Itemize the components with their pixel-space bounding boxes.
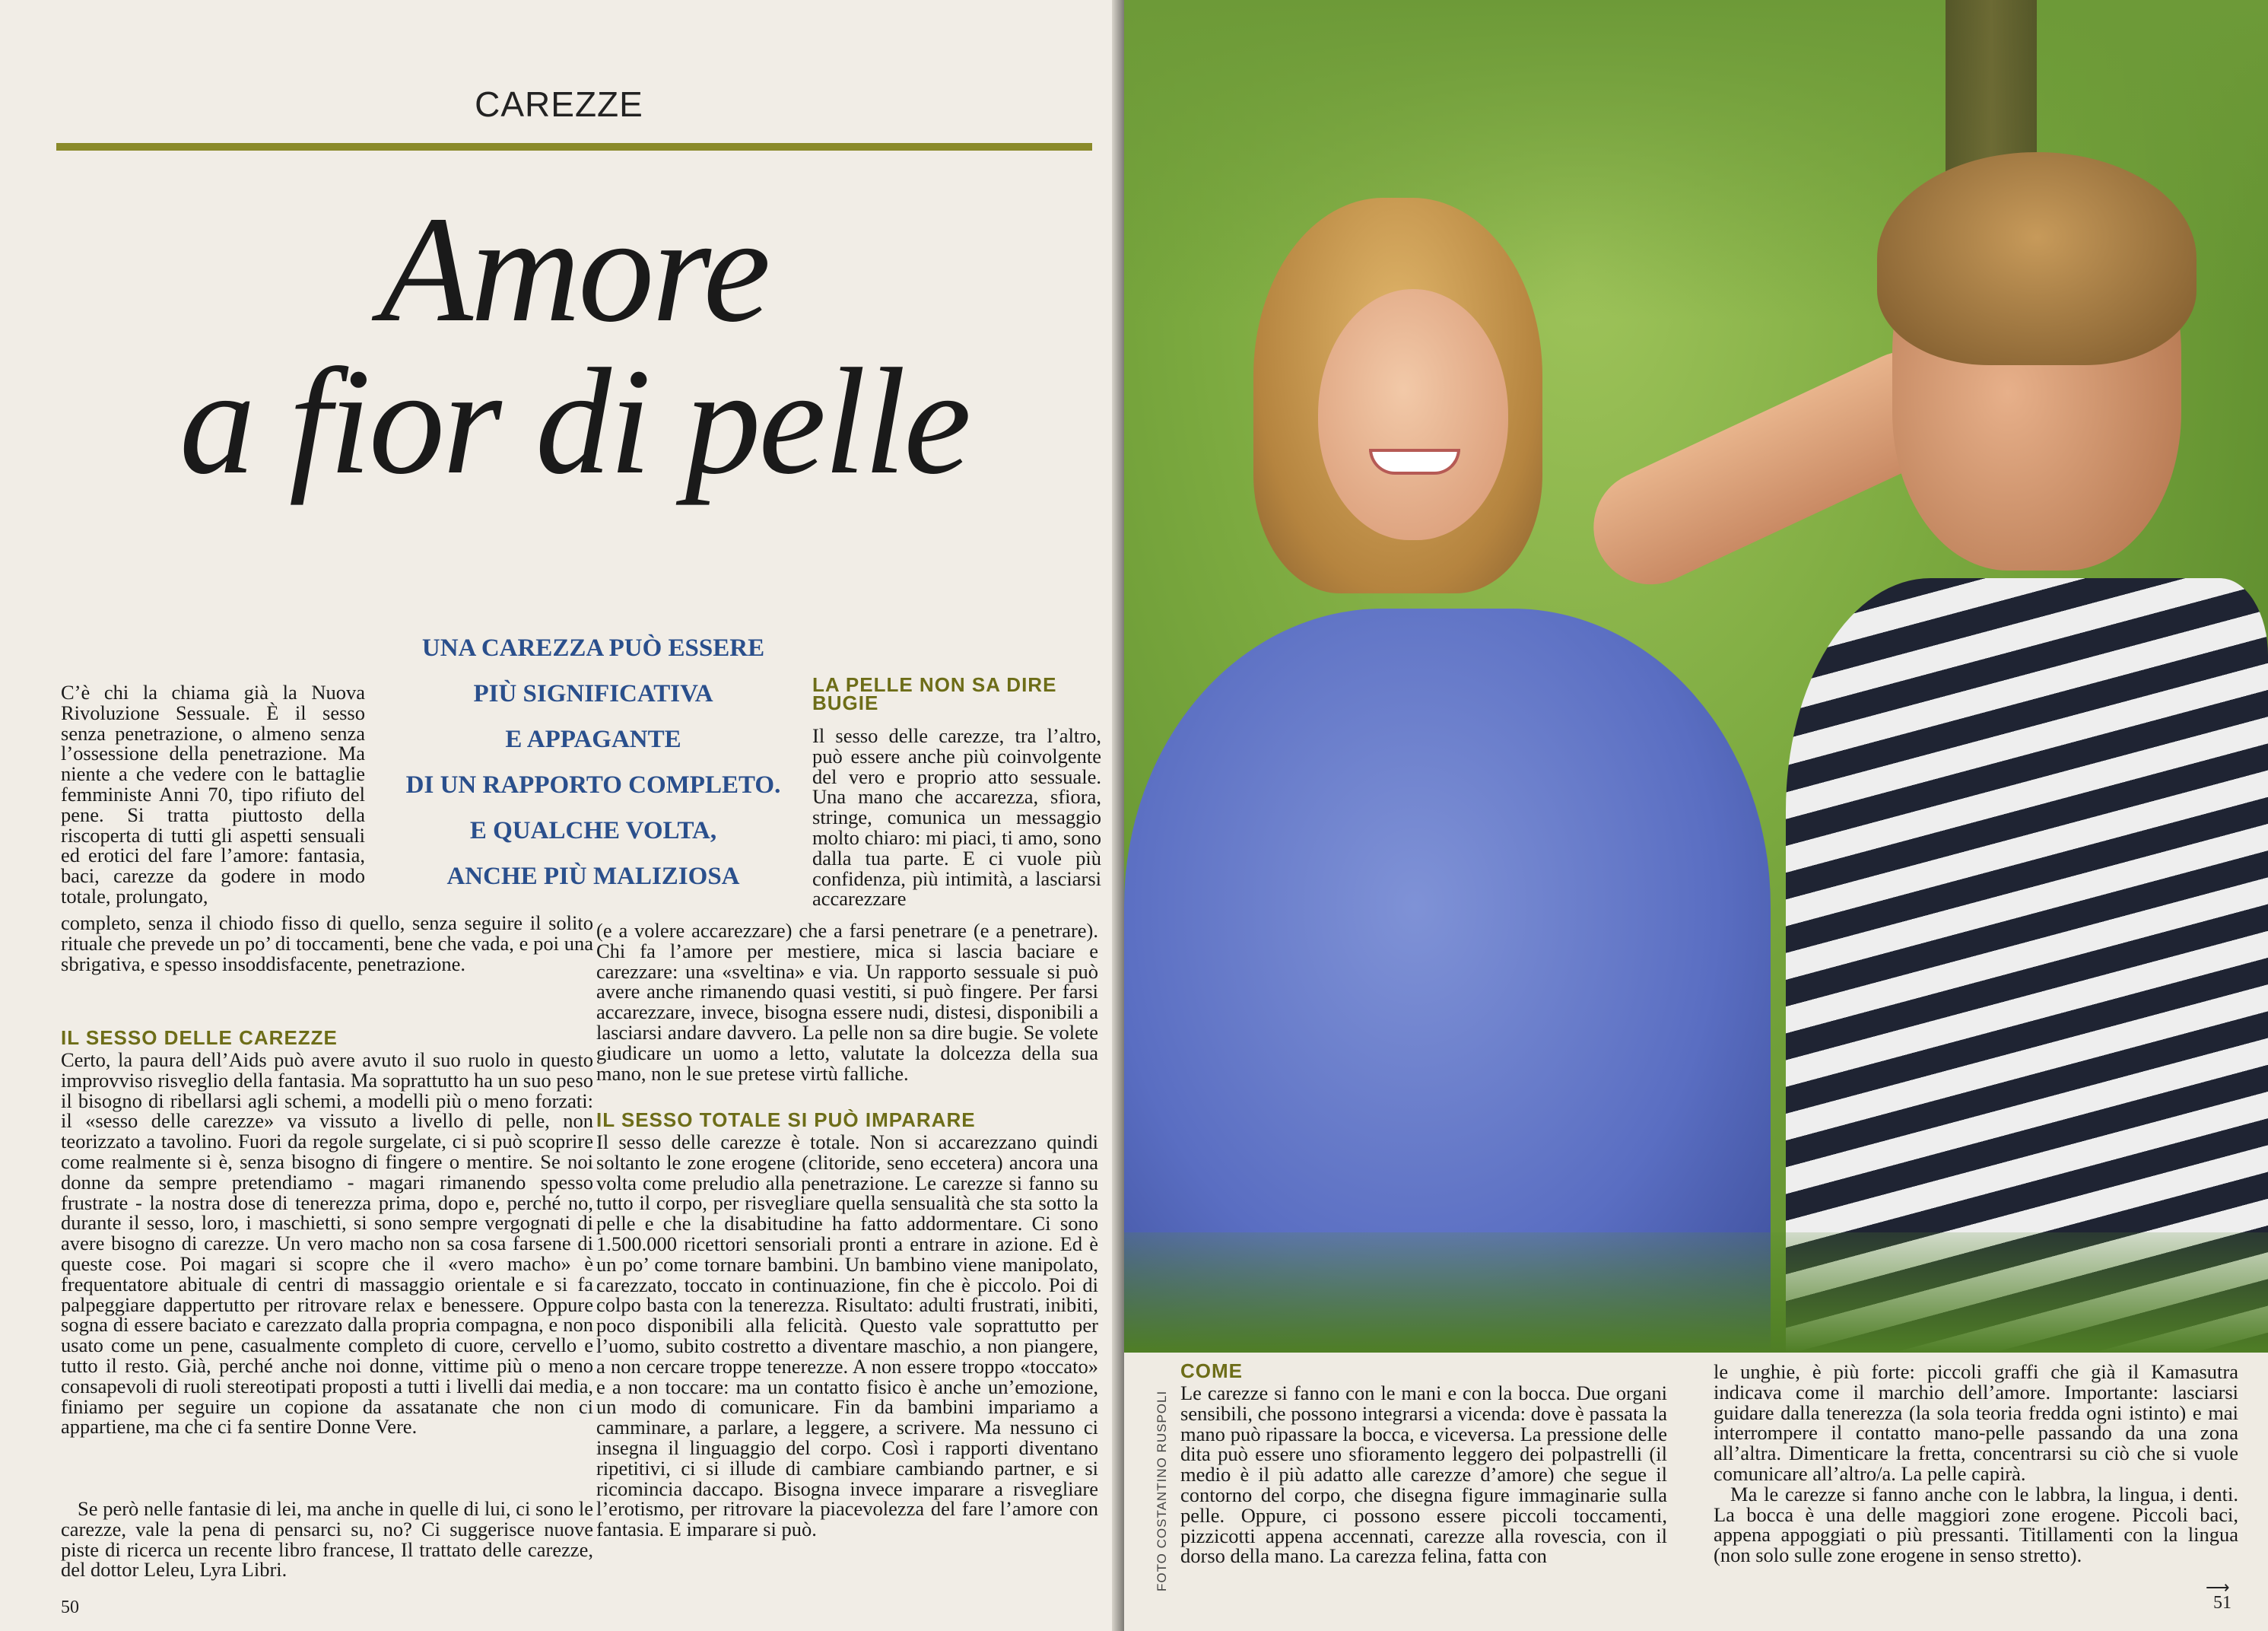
subhead-il-sesso-totale: IL SESSO TOTALE SI PUÒ IMPARARE: [596, 1108, 976, 1131]
photo-woman-face: [1318, 289, 1508, 540]
photo-credit: FOTO COSTANTINO RUSPOLI: [1155, 1390, 1169, 1592]
come-text-right-column: [1714, 1362, 2238, 1566]
page-number-right: 51: [2213, 1593, 2231, 1613]
pull-quote-line: PIÙ SIGNIFICATIVA: [473, 680, 713, 707]
left-page: [0, 0, 1124, 1631]
pull-quote-line: ANCHE PIÙ MALIZIOSA: [446, 863, 740, 890]
pelle-bugie-text-continued: (e a volere accarezzare) che a farsi penetrare (e a penetrare). Chi fa l’amore per mestiere, mica si lascia baciare e carezzare: una «sveltina» e via. Un rapporto sessuale si può avere anche rimanendo quasi vestiti, si può fingere. Per farsi accarezzare, invece, bisogna essere nudi, distesi, disponibili a lasciarsi andare davvero. La pelle non sa dire bugie. Se volete giudicare un uomo a letto, valutate la dolcezza della sua mano, non le sue pretese virtù falliche.: [596, 919, 1098, 1085]
photo-man-hair: [1877, 152, 2197, 365]
pelle-bugie-text: Il sesso delle carezze, tra l’altro, può essere anche più coinvolgente del vero e proprio atto sessuale. Una mano che accarezza, sfiora, stringe, comunica un messaggio molto chiaro: mi piaci, ti amo, sono dalla tua parte. E ci vuole più confidenza, più intimità, a lasciarsi accarezzare: [812, 724, 1101, 911]
pull-quote: [373, 625, 814, 899]
come-text-right-paragraph-2: Ma le carezze si fanno anche con le labbra, la lingua, i denti. La bocca è una delle maggiori zone erogene. Piccoli baci, appena appoggiati o più pressanti. Titillamenti con la lingua (non solo sulle zone erogene in senso stretto).: [1714, 1482, 2238, 1567]
photo-woman-smile: [1369, 449, 1460, 475]
pull-quote-line: E APPAGANTE: [505, 726, 681, 753]
come-text-right-paragraph: le unghie, è più forte: piccoli graffi che già il Kamasutra indicava come il marchio dell’amore. Importante: lasciarsi guidare dalla tenerezza (la sola teoria fredda ogni istinto) e mai interrompere il contatto mano-pelle passando da una zona all’altra. Dimenticare la fretta, concentrarsi su ciò che si vuole comunicare all’altro/a. La pelle capirà.: [1714, 1360, 2238, 1485]
sesso-totale-text: Il sesso delle carezze è totale. Non si accarezzano quindi soltanto le zone erogene (clitoride, seno eccetera) ancora una volta come preludio alla penetrazione. Le carezze si fanno su tutto il corpo, per risvegliare quella sensualità che sta sotto la pelle e che la disabitudine ha fatto addormentare. Ci sono 1.500.000 ricettori sensoriali pronti a entrare in azione. Ed è un po’ come tornare bambini. Un bambino viene manipolato, carezzato, toccato in continuazione, fin che è piccolo. Poi di colpo basta con la tenerezza. Risultato: adulti frustrati, inibiti, poco disponibili alla felicità. Questo vale soprattutto per l’uomo, subito costretto a diventare maschio, a non piangere, a non cercare troppe tenerezze. A non essere troppo «toccato» e a non toccare: ma un contatto fisico è anche un’emozione, un modo di comunicare. Fin da bambini impariamo a camminare, a parlare, a leggere, a scrivere. Ma nessuno ci insegna il linguaggio del corpo. Così i rapporti diventano ripetitivi, ci si illude di cambiare cambiando partner, e si ricomincia daccapo. Bisogna invece imparare a risvegliare l’erotismo, per ritrovare la piacevolezza del fare l’amore con fantasia. E imparare si può.: [596, 1130, 1098, 1541]
headline-line-1: Amore: [380, 186, 769, 354]
intro-paragraph-tail: completo, senza il chiodo fisso di quello, senza seguire il solito rituale che prevede un po’ di toccamenti, bene che vada, e poi una sbrigativa, e spesso insoddisfacente, penetrazione.: [61, 911, 593, 975]
subhead-come: COME: [1180, 1359, 1243, 1382]
pull-quote-line: UNA CAREZZA PUÒ ESSERE: [421, 634, 765, 662]
sesso-delle-carezze-text: Certo, la paura dell’Aids può avere avuto il suo ruolo in questo improvviso risveglio della fantasia. Ma soprattutto ha un suo peso il bisogno di ribellarsi agli schemi, a modelli più o meno forzati: il «sesso delle carezze» va vissuto a livello di pelle, non teorizzato a tavolino. Fuori da regole surgelate, ci si può scoprire come realmente si è, senza bisogno di fingere o mentire. Se noi donne da sempre pretendiamo - magari rimanendo spesso frustrate - la nostra dose di tenerezza prima, dopo e, perché no, durante il sesso, loro, i maschietti, si sono sempre vergognati di avere bisogno di carezze. Un vero macho non sa cosa farsene di queste cose. Poi magari si scopre che il «vero macho» è frequentatore abituale di centri di massaggio orientale e si fa palpeggiare dappertutto per ritrovare relax e benessere. Oppure sogna di essere baciato e carezzato dalla propria compagna, e non usato come un pene, casualmente completo di cuore, cervello e tutto il resto. Già, perché anche noi donne, vittime più o meno consapevoli di ruoli stereotipati proposti a tutti i livelli dai media, finiamo per seguire un copione da assatanate che non ci appartiene, ma che ci fa sentire Donne Vere.: [61, 1048, 593, 1439]
continue-arrow-icon: ⟶: [2206, 1578, 2230, 1597]
headline-line-2: a fior di pelle: [179, 338, 970, 506]
right-page: [1124, 0, 2268, 1631]
intro-paragraph: C’è chi la chiama già la Nuova Rivoluzione Sessuale. È il sesso senza penetrazione, o almeno senza l’ossessione della penetrazione. Ma niente a che vedere con le battaglie femministe Anni 70, tipo rifiuto del pene. Si tratta piuttosto della riscoperta di tutti gli aspetti sensuali ed erotici del fare l’amore: fantasia, baci, carezze da godere in modo totale, prolungato,: [61, 681, 365, 908]
sesso-delle-carezze-paragraph-2: Se però nelle fantasie di lei, ma anche in quelle di lui, ci sono le carezze, vale la pena di pensarci su, no? Ci suggerisce nuove piste di ricerca un recente libro francese, Il trattato delle carezze, del dottor Leleu, Lyra Libri.: [61, 1497, 593, 1582]
subhead-la-pelle-non-sa-dire-bugie: LA PELLE NON SA DIRE BUGIE: [812, 673, 1057, 714]
couple-photo: [1124, 0, 2268, 1353]
title-rule: [56, 143, 1092, 151]
pull-quote-line: E QUALCHE VOLTA,: [469, 817, 717, 844]
come-text: Le carezze si fanno con le mani e con la bocca. Due organi sensibili, che possono integrarsi a vicenda: dove è passata la mano può ripassare la bocca, e viceversa. La pressione delle dita può essere uno sfioramento leggero dei polpastrelli (il medio è il più adatto alle carezze d’amore) che segue il contorno del corpo, che disegna figure immaginarie sulla pelle. Oppure, ci possono essere piccoli toccamenti, pizzicotti appena accennati, carezze alla rovescia, con il dorso della mano. La carezza felina, fatta con: [1180, 1381, 1667, 1568]
page-number-left: 50: [61, 1598, 79, 1617]
subhead-sesso-delle-carezze: IL SESSO DELLE CAREZZE: [61, 1026, 338, 1049]
section-label: CAREZZE: [475, 84, 643, 124]
photo-grass: [1124, 1232, 2268, 1353]
headline: [137, 186, 1012, 506]
pull-quote-line: DI UN RAPPORTO COMPLETO.: [405, 771, 781, 799]
